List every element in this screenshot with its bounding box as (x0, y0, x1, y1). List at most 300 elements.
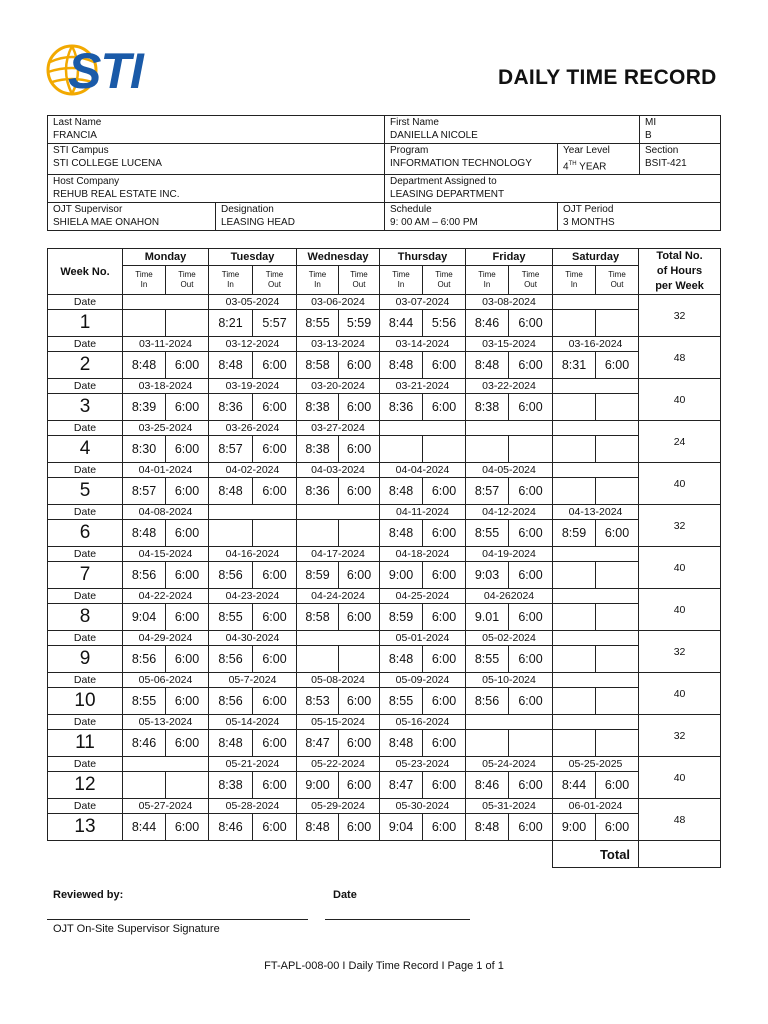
time-in-cell (553, 394, 596, 421)
weekly-hours-cell: 40 (639, 673, 721, 715)
date-cell: 03-06-2024 (297, 295, 380, 310)
date-cell (553, 295, 639, 310)
time-out-header: Time Out (339, 266, 380, 295)
time-in-cell: 8:48 (209, 352, 253, 379)
signature-line (47, 919, 308, 920)
weekly-hours-cell: 48 (639, 799, 721, 841)
time-in-header: Time In (209, 266, 253, 295)
weekly-hours-cell: 48 (639, 337, 721, 379)
time-out-cell (596, 562, 639, 589)
date-cell: 04-16-2024 (209, 547, 297, 562)
date-cell (209, 505, 297, 520)
time-row (48, 520, 721, 547)
week-number-cell: 11 (48, 730, 123, 757)
date-cell: 04-03-2024 (297, 463, 380, 478)
time-in-cell: 8:58 (297, 604, 339, 631)
program-cell (385, 144, 558, 175)
time-in-cell: 8:48 (123, 520, 166, 547)
date-cell: 03-22-2024 (466, 379, 553, 394)
date-cell: 05-25-2025 (553, 757, 639, 772)
time-out-cell: 6:00 (509, 310, 553, 337)
date-cell: 05-13-2024 (123, 715, 209, 730)
date-cell: 04-12-2024 (466, 505, 553, 520)
date-cell: 05-21-2024 (209, 757, 297, 772)
time-out-cell: 6:00 (166, 520, 209, 547)
schedule-label: Schedule (390, 204, 432, 216)
time-in-cell (553, 730, 596, 757)
time-out-cell: 6:00 (166, 394, 209, 421)
time-in-cell: 8:48 (380, 730, 423, 757)
last-name-value: FRANCIA (53, 129, 97, 141)
time-out-cell: 6:00 (423, 814, 466, 841)
date-cell: 04-22-2024 (123, 589, 209, 604)
reviewed-by-label: Reviewed by: (53, 889, 124, 901)
date-row (48, 295, 721, 310)
date-cell: 03-13-2024 (297, 337, 380, 352)
date-cell (123, 757, 209, 772)
date-cell: 05-06-2024 (123, 673, 209, 688)
time-in-cell: 8:38 (297, 394, 339, 421)
time-out-cell (509, 436, 553, 463)
time-out-cell: 6:00 (166, 814, 209, 841)
total-row-spacer (48, 841, 553, 868)
time-out-cell (166, 772, 209, 799)
date-row (48, 589, 721, 604)
time-row (48, 814, 721, 841)
date-cell: 04-11-2024 (380, 505, 466, 520)
host-value: REHUB REAL ESTATE INC. (53, 188, 180, 200)
time-in-cell (380, 436, 423, 463)
date-label-cell: Date (48, 673, 123, 688)
time-in-cell (297, 646, 339, 673)
date-row (48, 379, 721, 394)
date-cell: 05-22-2024 (297, 757, 380, 772)
dept-label: Department Assigned to (390, 176, 497, 188)
time-out-cell: 6:00 (509, 814, 553, 841)
date-cell: 03-25-2024 (123, 421, 209, 436)
date-cell: 05-27-2024 (123, 799, 209, 814)
day-header: Friday (466, 249, 553, 266)
time-in-cell: 8:48 (380, 352, 423, 379)
time-out-cell: 6:00 (509, 772, 553, 799)
designation-cell (216, 203, 385, 231)
time-in-cell: 8:44 (553, 772, 596, 799)
time-in-cell: 8:56 (209, 646, 253, 673)
weekly-hours-cell: 40 (639, 463, 721, 505)
first-name-label: First Name (390, 117, 439, 128)
day-header: Wednesday (297, 249, 380, 266)
program-label: Program (390, 145, 429, 156)
time-out-cell: 6:00 (339, 814, 380, 841)
time-out-cell (596, 730, 639, 757)
time-in-cell: 8:56 (123, 562, 166, 589)
schedule-cell (385, 203, 558, 231)
time-out-cell: 6:00 (166, 688, 209, 715)
time-in-cell (553, 604, 596, 631)
time-in-cell: 8:30 (123, 436, 166, 463)
time-row (48, 562, 721, 589)
week-no-header: Week No. (48, 249, 123, 295)
date-cell (466, 715, 553, 730)
time-out-cell (596, 688, 639, 715)
time-in-cell: 8:48 (466, 814, 509, 841)
time-in-cell (123, 310, 166, 337)
date-label-cell: Date (48, 463, 123, 478)
date-cell (553, 673, 639, 688)
time-out-cell: 6:00 (253, 436, 297, 463)
date-cell: 03-08-2024 (466, 295, 553, 310)
date-row (48, 757, 721, 772)
date-label-cell: Date (48, 547, 123, 562)
time-out-header: Time Out (253, 266, 297, 295)
time-out-cell: 6:00 (339, 478, 380, 505)
time-in-header: Time In (380, 266, 423, 295)
time-out-cell: 6:00 (339, 352, 380, 379)
date-cell: 04-01-2024 (123, 463, 209, 478)
time-in-cell: 8:21 (209, 310, 253, 337)
time-in-header: Time In (466, 266, 509, 295)
time-in-cell: 8:57 (466, 478, 509, 505)
time-in-cell (553, 646, 596, 673)
time-in-cell: 8:46 (209, 814, 253, 841)
date-cell: 03-05-2024 (209, 295, 297, 310)
total-value-cell (639, 841, 721, 868)
time-out-cell: 6:00 (596, 520, 639, 547)
time-in-cell: 8:53 (297, 688, 339, 715)
date-cell: 04-08-2024 (123, 505, 209, 520)
time-out-cell (423, 436, 466, 463)
time-out-cell: 6:00 (423, 604, 466, 631)
day-header: Saturday (553, 249, 639, 266)
weekly-hours-cell: 32 (639, 295, 721, 337)
time-in-cell (553, 436, 596, 463)
date-row (48, 673, 721, 688)
host-label: Host Company (53, 176, 120, 188)
mi-label: MI (645, 117, 657, 128)
year-label: Year Level (563, 145, 610, 156)
date-cell: 04-04-2024 (380, 463, 466, 478)
time-in-cell: 8:48 (123, 352, 166, 379)
date-row (48, 337, 721, 352)
date-label-cell: Date (48, 295, 123, 310)
time-in-cell: 8:57 (209, 436, 253, 463)
weekly-hours-cell: 32 (639, 631, 721, 673)
time-in-cell: 9:03 (466, 562, 509, 589)
day-header: Monday (123, 249, 209, 266)
date-cell: 05-15-2024 (297, 715, 380, 730)
total-row (48, 841, 721, 868)
time-out-cell: 6:00 (339, 688, 380, 715)
date-cell: 04-25-2024 (380, 589, 466, 604)
time-out-cell (339, 646, 380, 673)
time-in-cell: 8:38 (209, 772, 253, 799)
time-out-cell: 6:00 (509, 352, 553, 379)
time-in-cell (123, 772, 166, 799)
week-number-cell: 10 (48, 688, 123, 715)
time-out-cell: 6:00 (166, 562, 209, 589)
time-out-cell: 6:00 (596, 352, 639, 379)
time-in-header: Time In (553, 266, 596, 295)
date-cell: 04-18-2024 (380, 547, 466, 562)
date-cell (297, 505, 380, 520)
program-value: INFORMATION TECHNOLOGY (390, 157, 532, 169)
time-row (48, 772, 721, 799)
date-cell: 04-02-2024 (209, 463, 297, 478)
date-cell (553, 421, 639, 436)
time-out-cell: 6:00 (339, 436, 380, 463)
time-out-header: Time Out (423, 266, 466, 295)
date-label-cell: Date (48, 715, 123, 730)
date-cell: 03-19-2024 (209, 379, 297, 394)
time-out-cell: 6:00 (253, 394, 297, 421)
time-row (48, 688, 721, 715)
time-out-cell: 6:00 (339, 730, 380, 757)
time-out-cell: 6:00 (253, 352, 297, 379)
time-out-cell: 6:00 (253, 772, 297, 799)
date-cell: 05-08-2024 (297, 673, 380, 688)
designation-label: Designation (221, 204, 274, 216)
date-cell: 03-20-2024 (297, 379, 380, 394)
mi-value: B (645, 129, 652, 141)
date-cell: 03-21-2024 (380, 379, 466, 394)
date-row (48, 421, 721, 436)
time-out-cell (596, 604, 639, 631)
time-in-cell: 8:36 (297, 478, 339, 505)
time-out-cell: 6:00 (423, 478, 466, 505)
time-out-cell: 6:00 (596, 814, 639, 841)
time-out-cell: 6:00 (253, 646, 297, 673)
year-cell (558, 144, 640, 175)
date-cell (466, 421, 553, 436)
weekly-hours-cell: 32 (639, 715, 721, 757)
time-in-cell (466, 730, 509, 757)
time-out-cell: 5:57 (253, 310, 297, 337)
time-out-cell: 6:00 (253, 478, 297, 505)
date-label-cell: Date (48, 379, 123, 394)
dept-cell (385, 175, 721, 203)
signature-caption: OJT On-Site Supervisor Signature (53, 923, 220, 935)
time-record-table (47, 248, 721, 868)
date-cell (553, 631, 639, 646)
time-in-cell: 8:59 (297, 562, 339, 589)
time-out-cell: 6:00 (509, 478, 553, 505)
time-out-cell: 6:00 (423, 352, 466, 379)
date-row (48, 463, 721, 478)
date-cell: 04-24-2024 (297, 589, 380, 604)
date-cell: 04-13-2024 (553, 505, 639, 520)
date-cell: 04-30-2024 (209, 631, 297, 646)
time-row (48, 730, 721, 757)
time-out-cell: 6:00 (509, 604, 553, 631)
time-in-cell: 8:55 (123, 688, 166, 715)
time-in-cell: 8:47 (297, 730, 339, 757)
date-cell: 03-26-2024 (209, 421, 297, 436)
time-out-cell: 6:00 (339, 394, 380, 421)
time-out-cell: 6:00 (509, 688, 553, 715)
time-out-cell: 6:00 (423, 562, 466, 589)
logo-text: STI (68, 43, 143, 99)
time-in-cell: 8:44 (380, 310, 423, 337)
time-out-cell: 6:00 (166, 478, 209, 505)
time-out-cell: 6:00 (253, 814, 297, 841)
date-cell (553, 589, 639, 604)
schedule-value: 9: 00 AM – 6:00 PM (390, 216, 478, 228)
time-out-cell: 6:00 (423, 730, 466, 757)
date-cell: 04-15-2024 (123, 547, 209, 562)
time-in-cell: 8:58 (297, 352, 339, 379)
time-row (48, 478, 721, 505)
time-out-cell: 6:00 (166, 646, 209, 673)
week-number-cell: 1 (48, 310, 123, 337)
week-number-cell: 13 (48, 814, 123, 841)
weekly-hours-cell: 24 (639, 421, 721, 463)
week-number-cell: 7 (48, 562, 123, 589)
last-name-label: Last Name (53, 117, 102, 128)
day-header: Thursday (380, 249, 466, 266)
week-number-cell: 4 (48, 436, 123, 463)
time-in-cell: 8:56 (466, 688, 509, 715)
date-cell: 03-15-2024 (466, 337, 553, 352)
date-cell: 05-02-2024 (466, 631, 553, 646)
date-cell: 03-12-2024 (209, 337, 297, 352)
date-row (48, 715, 721, 730)
dept-value: LEASING DEPARTMENT (390, 188, 505, 200)
section-label: Section (645, 145, 679, 156)
time-out-cell: 6:00 (253, 730, 297, 757)
time-out-cell: 6:00 (253, 604, 297, 631)
section-value: BSIT-421 (645, 157, 687, 169)
time-out-cell: 6:00 (596, 772, 639, 799)
campus-value: STI COLLEGE LUCENA (53, 157, 162, 169)
time-in-cell: 9:00 (553, 814, 596, 841)
total-hours-header: Total No. of Hours per Week (639, 249, 721, 295)
time-out-cell: 6:00 (423, 394, 466, 421)
date-label-cell: Date (48, 799, 123, 814)
weekly-hours-cell: 40 (639, 757, 721, 799)
time-in-cell: 8:36 (380, 394, 423, 421)
page-title: DAILY TIME RECORD (498, 66, 717, 89)
weekly-hours-cell: 40 (639, 589, 721, 631)
date-cell: 05-16-2024 (380, 715, 466, 730)
time-out-cell: 6:00 (423, 688, 466, 715)
date-cell: 03-18-2024 (123, 379, 209, 394)
weekly-hours-cell: 40 (639, 547, 721, 589)
total-label-cell: Total (553, 841, 639, 868)
time-out-cell: 6:00 (166, 436, 209, 463)
date-cell: 04-17-2024 (297, 547, 380, 562)
week-number-cell: 12 (48, 772, 123, 799)
time-in-cell: 8:47 (380, 772, 423, 799)
time-in-cell: 8:48 (380, 520, 423, 547)
campus-cell (48, 144, 385, 175)
date-cell: 05-14-2024 (209, 715, 297, 730)
date-label-cell: Date (48, 337, 123, 352)
time-out-header: Time Out (166, 266, 209, 295)
time-row (48, 310, 721, 337)
time-out-cell (596, 478, 639, 505)
date-row (48, 799, 721, 814)
time-out-cell: 6:00 (509, 562, 553, 589)
date-cell (380, 421, 466, 436)
time-out-cell: 6:00 (166, 730, 209, 757)
time-row (48, 394, 721, 421)
time-out-cell: 6:00 (339, 604, 380, 631)
time-in-cell: 8:59 (380, 604, 423, 631)
time-in-cell: 8:46 (123, 730, 166, 757)
date-cell: 05-23-2024 (380, 757, 466, 772)
date-cell: 03-11-2024 (123, 337, 209, 352)
time-in-cell: 8:56 (209, 562, 253, 589)
time-in-cell: 8:57 (123, 478, 166, 505)
period-cell (558, 203, 721, 231)
date-line (325, 919, 470, 920)
time-out-cell: 6:00 (423, 772, 466, 799)
time-in-cell: 9:00 (297, 772, 339, 799)
period-label: OJT Period (563, 204, 614, 216)
date-cell: 03-16-2024 (553, 337, 639, 352)
time-in-cell: 8:44 (123, 814, 166, 841)
time-in-cell: 8:39 (123, 394, 166, 421)
time-out-cell (596, 436, 639, 463)
date-cell: 05-10-2024 (466, 673, 553, 688)
time-in-cell: 9:00 (380, 562, 423, 589)
time-out-cell: 6:00 (509, 520, 553, 547)
time-row (48, 352, 721, 379)
time-out-cell: 6:00 (253, 562, 297, 589)
host-cell (48, 175, 385, 203)
day-header: Tuesday (209, 249, 297, 266)
date-label-cell: Date (48, 505, 123, 520)
time-out-cell (339, 520, 380, 547)
time-in-cell: 9:04 (380, 814, 423, 841)
date-label-cell: Date (48, 757, 123, 772)
time-in-cell: 8:38 (466, 394, 509, 421)
campus-label: STI Campus (53, 145, 109, 156)
week-number-cell: 5 (48, 478, 123, 505)
time-in-cell: 8:55 (466, 520, 509, 547)
time-in-cell: 8:48 (380, 478, 423, 505)
time-out-cell: 6:00 (339, 562, 380, 589)
time-in-cell: 8:56 (123, 646, 166, 673)
time-in-cell: 8:38 (297, 436, 339, 463)
time-out-cell: 6:00 (166, 604, 209, 631)
time-in-cell (297, 520, 339, 547)
date-label: Date (333, 889, 357, 901)
time-in-cell: 8:31 (553, 352, 596, 379)
date-cell: 05-7-2024 (209, 673, 297, 688)
page-footer: FT-APL-008-00 I Daily Time Record I Page 1 of 1 (264, 960, 504, 972)
date-label-cell: Date (48, 589, 123, 604)
date-cell (553, 547, 639, 562)
date-cell (123, 295, 209, 310)
week-number-cell: 3 (48, 394, 123, 421)
first-name-cell (385, 116, 640, 144)
time-in-cell (209, 520, 253, 547)
date-cell (297, 631, 380, 646)
time-in-cell: 8:48 (209, 730, 253, 757)
time-in-cell (553, 688, 596, 715)
weekly-hours-cell: 32 (639, 505, 721, 547)
time-out-cell: 5:59 (339, 310, 380, 337)
supervisor-value: SHIELA MAE ONAHON (53, 216, 160, 228)
time-out-header: Time Out (509, 266, 553, 295)
date-label-cell: Date (48, 421, 123, 436)
time-in-header: Time In (123, 266, 166, 295)
time-out-cell (596, 394, 639, 421)
time-out-header: Time Out (596, 266, 639, 295)
time-in-header: Time In (297, 266, 339, 295)
date-cell: 04-262024 (466, 589, 553, 604)
